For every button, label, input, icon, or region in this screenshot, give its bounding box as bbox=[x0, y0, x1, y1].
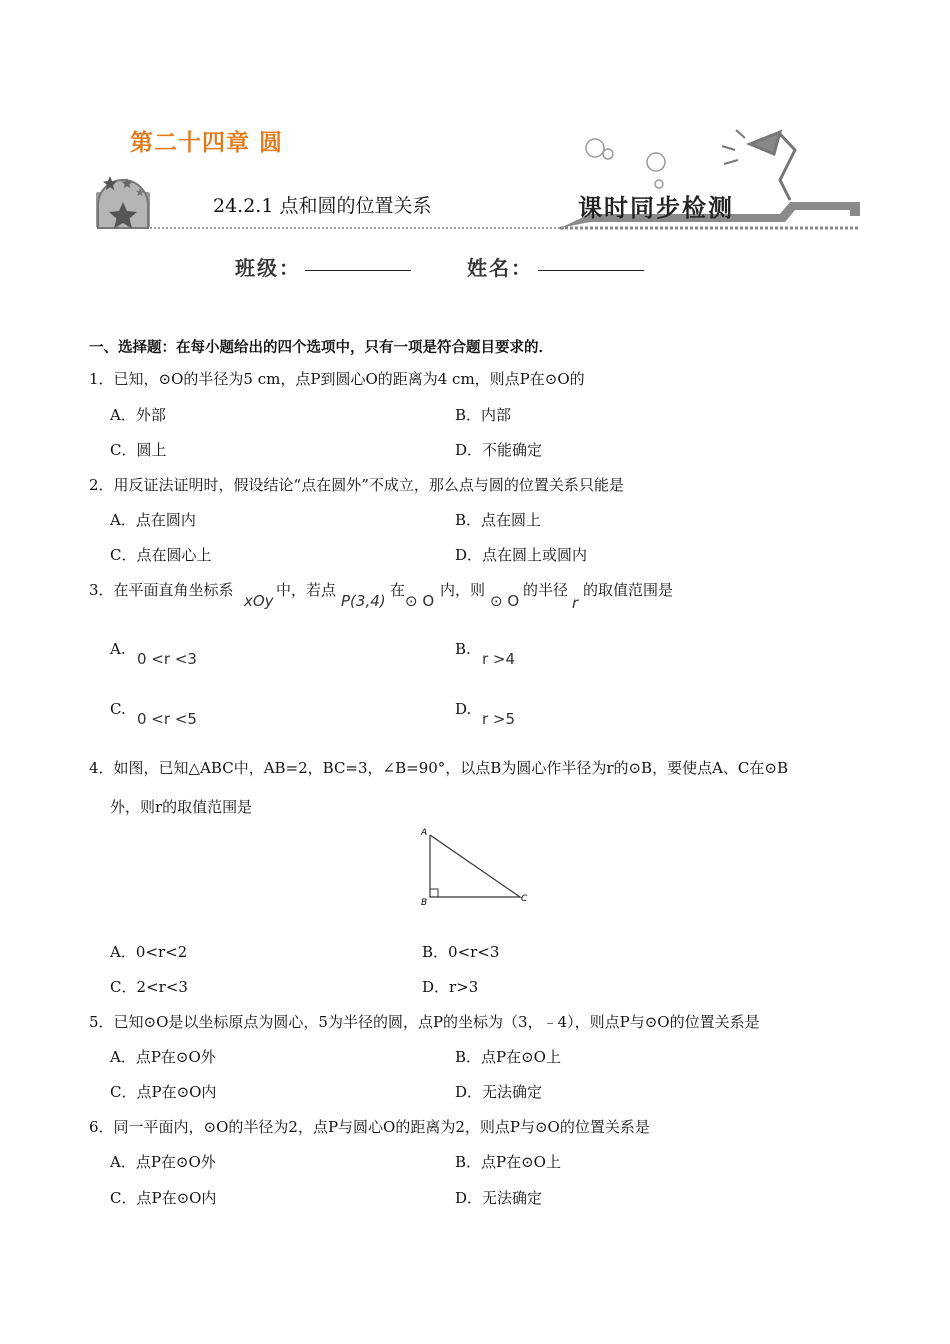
q3-option-c-label: C. bbox=[110, 700, 126, 718]
section-heading: 一、选择题：在每小题给出的四个选项中，只有一项是符合题目要求的． bbox=[89, 340, 553, 356]
name-blank[interactable] bbox=[538, 270, 644, 271]
label-c: C bbox=[521, 894, 528, 904]
class-blank[interactable] bbox=[305, 270, 411, 271]
q3-math-r: r bbox=[572, 594, 579, 612]
q3-option-b-math: r >4 bbox=[482, 650, 516, 668]
q5-option-d: D．无法确定 bbox=[455, 1083, 543, 1101]
q2-option-d: D．点在圆上或圆内 bbox=[455, 546, 588, 564]
question-3-stem-part4: 内，则 bbox=[440, 581, 486, 599]
q5-option-b: B．点P在⊙O上 bbox=[455, 1048, 561, 1066]
q6-option-c: C．点P在⊙O内 bbox=[110, 1189, 217, 1207]
banner-title: 课时同步检测 bbox=[578, 193, 734, 222]
right-angle-mark bbox=[430, 889, 438, 897]
q1-option-c: C．圆上 bbox=[110, 441, 167, 459]
q5-option-c: C．点P在⊙O内 bbox=[110, 1083, 217, 1101]
label-a: A bbox=[421, 828, 428, 838]
q3-option-a-label: A. bbox=[110, 640, 126, 658]
q3-option-b-label: B. bbox=[455, 640, 471, 658]
q1-option-b: B．内部 bbox=[455, 406, 512, 424]
q4-option-c: C．2<r<3 bbox=[110, 978, 188, 996]
triangle-figure bbox=[415, 825, 540, 910]
question-2-stem: 2．用反证法证明时，假设结论“点在圆外”不成立，那么点与圆的位置关系只能是 bbox=[89, 476, 624, 494]
class-label: 班级： bbox=[235, 256, 301, 280]
q5-option-a: A．点P在⊙O外 bbox=[110, 1048, 216, 1066]
q1-option-d: D．不能确定 bbox=[455, 441, 543, 459]
q4-option-b: B．0<r<3 bbox=[422, 943, 500, 961]
question-5-stem: 5．已知⊙O是以坐标原点为圆心，5为半径的圆，点P的坐标为（3，﹣4），则点P与⊙O的位置关系是 bbox=[89, 1013, 760, 1031]
q3-math-xoy: xOy bbox=[244, 592, 274, 610]
q4-option-a: A．0<r<2 bbox=[110, 943, 188, 961]
q4-option-d: D．r>3 bbox=[422, 978, 479, 996]
label-b: B bbox=[421, 898, 428, 908]
q2-option-a: A．点在圆内 bbox=[110, 511, 196, 529]
q3-option-a-math: 0 <r <3 bbox=[137, 650, 197, 668]
triangle-abc bbox=[430, 835, 520, 897]
question-3-stem-part1: 3．在平面直角坐标系 bbox=[89, 581, 234, 599]
q3-math-point: P(3,4) bbox=[341, 592, 386, 610]
q1-option-a: A．外部 bbox=[110, 406, 166, 424]
question-6-stem: 6．同一平面内，⊙O的半径为2，点P与圆心O的距离为2，则点P与⊙O的位置关系是 bbox=[89, 1118, 650, 1136]
bubbles-decoration bbox=[586, 139, 665, 188]
question-3-stem-part3: 在 bbox=[390, 581, 406, 599]
q6-option-a: A．点P在⊙O外 bbox=[110, 1153, 216, 1171]
q3-option-d-label: D. bbox=[455, 700, 472, 718]
q3-option-d-math: r >5 bbox=[482, 710, 516, 728]
chapter-title: 第二十四章 圆 bbox=[130, 130, 284, 156]
question-1-stem: 1．已知，⊙O的半径为5 cm，点P到圆心O的距离为4 cm，则点P在⊙O的 bbox=[89, 370, 585, 388]
question-3-stem-part2: 中，若点 bbox=[276, 581, 337, 599]
q6-option-b: B．点P在⊙O上 bbox=[455, 1153, 561, 1171]
q3-math-circle-1: ⊙ O bbox=[405, 592, 435, 610]
question-4-stem-cont: 外，则r的取值范围是 bbox=[110, 798, 253, 816]
question-4-stem: 4．如图，已知△ABC中，AB=2，BC=3，∠B=90°，以点B为圆心作半径为r的⊙B，要使点A、C在⊙B bbox=[89, 759, 788, 777]
name-label: 姓名： bbox=[467, 256, 533, 280]
q2-option-b: B．点在圆上 bbox=[455, 511, 542, 529]
star-badge-icon bbox=[96, 176, 150, 229]
q2-option-c: C．点在圆心上 bbox=[110, 546, 212, 564]
q3-option-c-math: 0 <r <5 bbox=[137, 710, 197, 728]
question-3-stem-part6: 的取值范围是 bbox=[583, 581, 674, 599]
question-3-stem-part5: 的半径 bbox=[523, 581, 569, 599]
section-title: 24.2.1 点和圆的位置关系 bbox=[213, 195, 432, 217]
q3-math-circle-2: ⊙ O bbox=[490, 592, 520, 610]
q6-option-d: D．无法确定 bbox=[455, 1189, 543, 1207]
